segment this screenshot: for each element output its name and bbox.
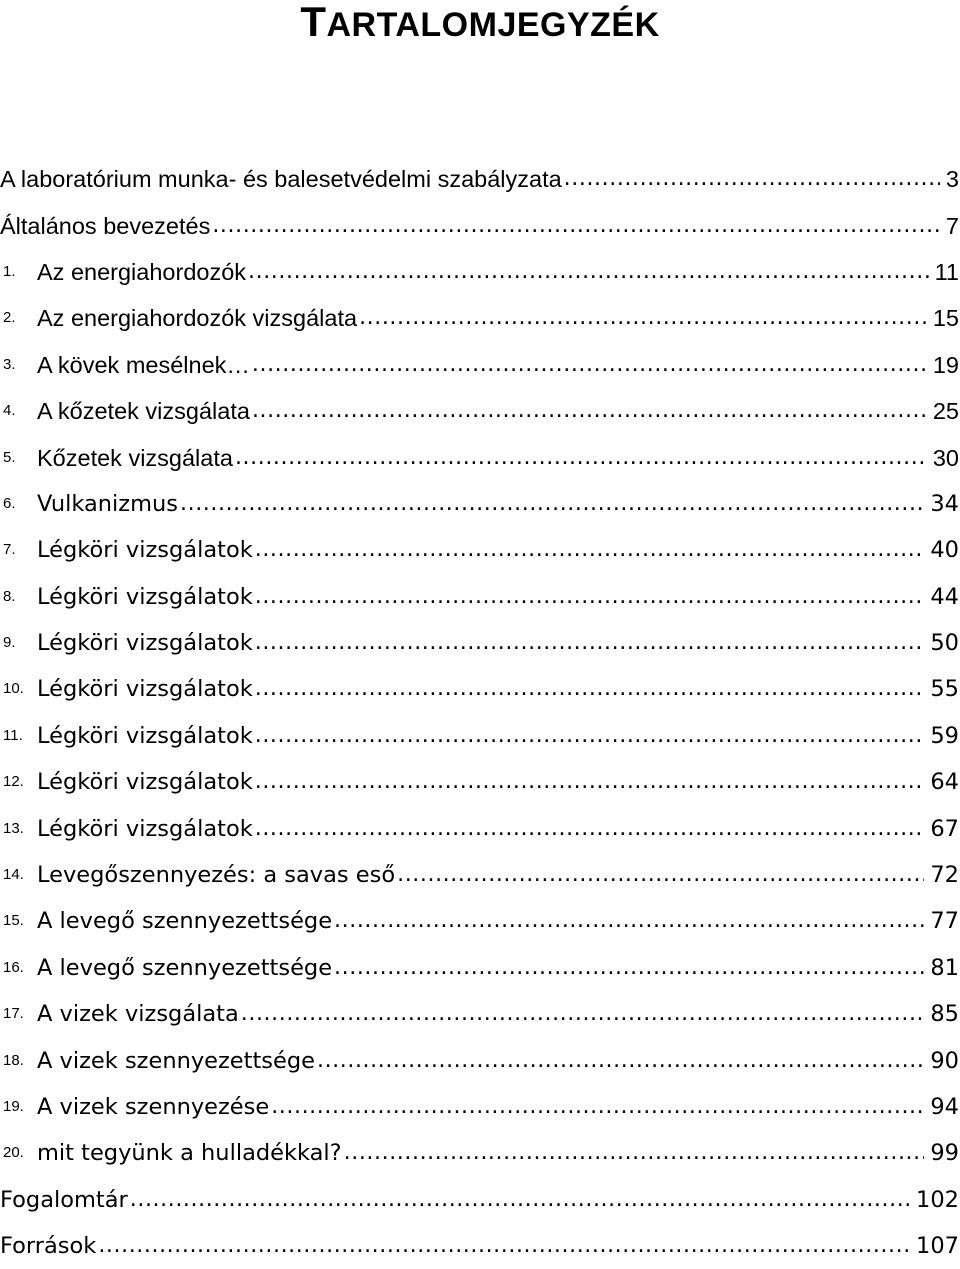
toc-entry-page: 99 xyxy=(930,1140,959,1167)
toc-entry[interactable] xyxy=(0,852,960,898)
toc-dot-leader xyxy=(180,481,924,527)
toc-entry-page: 81 xyxy=(930,954,959,981)
toc-entry-page: 11 xyxy=(934,258,959,285)
toc-entry[interactable] xyxy=(0,1037,960,1083)
toc-entry-number: 7. xyxy=(3,541,16,559)
toc-dot-leader xyxy=(241,991,925,1037)
toc-dot-leader xyxy=(255,527,925,573)
toc-entry[interactable] xyxy=(0,1130,960,1176)
toc-entry-title: A kövek mesélnek… xyxy=(37,351,250,378)
toc-entry-number: 15. xyxy=(3,912,24,930)
toc-dot-leader xyxy=(235,435,927,481)
toc-entry-page: 19 xyxy=(932,351,959,378)
toc-entry[interactable] xyxy=(0,388,960,434)
toc-entry-title: Fogalomtár xyxy=(0,1186,128,1213)
toc-entry-title: A levegő szennyezettsége xyxy=(37,954,333,981)
toc-entry-number: 6. xyxy=(3,494,16,512)
toc-dot-leader xyxy=(130,1177,910,1223)
toc-dot-leader xyxy=(397,852,924,898)
toc-entry[interactable] xyxy=(0,620,960,666)
toc-dot-leader xyxy=(255,806,925,852)
toc-entry[interactable] xyxy=(0,898,960,944)
toc-entry-title: A vizek szennyezése xyxy=(37,1094,270,1120)
toc-entry[interactable] xyxy=(0,574,960,620)
toc-entry[interactable] xyxy=(0,1177,960,1223)
toc-dot-leader xyxy=(248,249,929,295)
toc-entry-page: 94 xyxy=(930,1094,959,1120)
page-title-initial: T xyxy=(300,0,327,45)
toc-dot-leader xyxy=(334,898,924,944)
toc-entry-title: A levegő szennyezettsége xyxy=(37,908,333,935)
toc-dot-leader xyxy=(255,666,925,712)
toc-entry-title: A laboratórium munka- és balesetvédelmi szabályzata xyxy=(0,166,562,193)
toc-entry-page: 102 xyxy=(916,1186,959,1213)
toc-entry-number: 14. xyxy=(3,866,24,884)
toc-entry-title: A vizek szennyezettsége xyxy=(37,1047,315,1074)
table-of-contents xyxy=(0,156,960,1269)
toc-entry[interactable] xyxy=(0,991,960,1037)
toc-entry-title: Légköri vizsgálatok xyxy=(37,769,253,796)
toc-entry-title: Légköri vizsgálatok xyxy=(37,583,253,610)
toc-entry[interactable] xyxy=(0,666,960,712)
toc-entry-title: Légköri vizsgálatok xyxy=(37,722,253,749)
toc-entry-page: 85 xyxy=(930,1001,959,1028)
toc-entry-page: 55 xyxy=(930,676,959,703)
toc-entry-page: 44 xyxy=(930,583,959,610)
toc-entry[interactable] xyxy=(0,249,960,295)
toc-entry-number: 13. xyxy=(3,819,24,837)
toc-entry-page: 77 xyxy=(930,908,959,935)
toc-entry-title: Légköri vizsgálatok xyxy=(37,815,253,842)
toc-entry-number: 11. xyxy=(3,726,23,744)
toc-dot-leader xyxy=(255,759,925,805)
toc-dot-leader xyxy=(255,713,925,759)
toc-entry[interactable] xyxy=(0,295,960,341)
toc-entry-title: Az energiahordozók xyxy=(37,258,247,285)
toc-entry-title: Az energiahordozók vizsgálata xyxy=(37,305,358,332)
toc-entry[interactable] xyxy=(0,713,960,759)
toc-entry-title: mit tegyünk a hulladékkal? xyxy=(37,1140,342,1167)
toc-entry-page: 72 xyxy=(930,862,959,889)
toc-dot-leader xyxy=(334,945,924,991)
page-title xyxy=(0,2,960,45)
toc-entry[interactable] xyxy=(0,759,960,805)
toc-entry-page: 107 xyxy=(916,1233,959,1260)
toc-entry[interactable] xyxy=(0,527,960,573)
toc-entry-title: Légköri vizsgálatok xyxy=(37,676,253,703)
toc-entry[interactable] xyxy=(0,945,960,991)
toc-entry-page: 34 xyxy=(930,490,959,517)
toc-entry-number: 9. xyxy=(3,634,16,652)
toc-entry-number: 20. xyxy=(3,1144,24,1162)
toc-dot-leader xyxy=(564,156,940,202)
toc-entry-page: 64 xyxy=(930,769,959,796)
toc-dot-leader xyxy=(317,1038,924,1084)
toc-entry-number: 17. xyxy=(3,1005,24,1023)
toc-entry-title: A kőzetek vizsgálata xyxy=(37,398,250,425)
toc-entry[interactable] xyxy=(0,434,960,480)
toc-entry-number: 12. xyxy=(3,773,24,791)
toc-dot-leader xyxy=(252,388,927,434)
toc-entry-title: Források xyxy=(0,1233,97,1260)
toc-entry-page: 30 xyxy=(932,444,959,471)
toc-entry-title: Légköri vizsgálatok xyxy=(37,537,253,564)
toc-entry-number: 19. xyxy=(3,1098,24,1115)
toc-entry-number: 1. xyxy=(3,262,16,280)
toc-entry-page: 15 xyxy=(932,305,959,332)
toc-dot-leader xyxy=(255,574,925,620)
toc-entry-page: 90 xyxy=(930,1047,959,1074)
toc-entry-page: 3 xyxy=(945,166,959,193)
toc-entry-number: 10. xyxy=(3,680,24,698)
page-title-rest: ARTALOMJEGYZÉK xyxy=(326,6,660,44)
toc-dot-leader xyxy=(255,620,925,666)
toc-dot-leader xyxy=(359,295,927,341)
toc-entry-page: 59 xyxy=(930,722,959,749)
toc-entry[interactable] xyxy=(0,202,960,248)
toc-entry-page: 50 xyxy=(930,630,959,657)
toc-entry-page: 40 xyxy=(930,537,959,564)
toc-entry[interactable] xyxy=(0,1084,960,1130)
toc-dot-leader xyxy=(271,1084,924,1130)
toc-entry-title: A vizek vizsgálata xyxy=(37,1001,239,1028)
toc-entry[interactable] xyxy=(0,342,960,388)
toc-entry-title: Levegőszennyezés: a savas eső xyxy=(37,862,396,889)
toc-entry[interactable] xyxy=(0,481,960,527)
toc-entry-number: 2. xyxy=(3,309,16,327)
toc-dot-leader xyxy=(212,203,940,249)
toc-entry-title: Vulkanizmus xyxy=(37,490,179,517)
toc-entry-page: 25 xyxy=(932,398,959,425)
toc-entry-title: Kőzetek vizsgálata xyxy=(37,444,233,471)
toc-dot-leader xyxy=(252,342,927,388)
toc-entry-number: 18. xyxy=(3,1051,24,1069)
toc-entry[interactable] xyxy=(0,1223,960,1269)
toc-dot-leader xyxy=(98,1223,910,1269)
toc-entry[interactable] xyxy=(0,156,960,202)
toc-dot-leader xyxy=(344,1130,925,1176)
toc-entry-page: 7 xyxy=(945,212,959,239)
toc-entry-title: Légköri vizsgálatok xyxy=(37,630,253,657)
toc-entry-number: 3. xyxy=(3,355,16,373)
toc-entry-number: 5. xyxy=(3,448,16,466)
toc-entry-number: 8. xyxy=(3,587,16,605)
toc-entry-page: 67 xyxy=(930,815,959,842)
toc-entry-number: 16. xyxy=(3,958,24,976)
toc-entry[interactable] xyxy=(0,805,960,851)
toc-entry-title: Általános bevezetés xyxy=(0,212,211,239)
toc-entry-number: 4. xyxy=(3,402,16,420)
